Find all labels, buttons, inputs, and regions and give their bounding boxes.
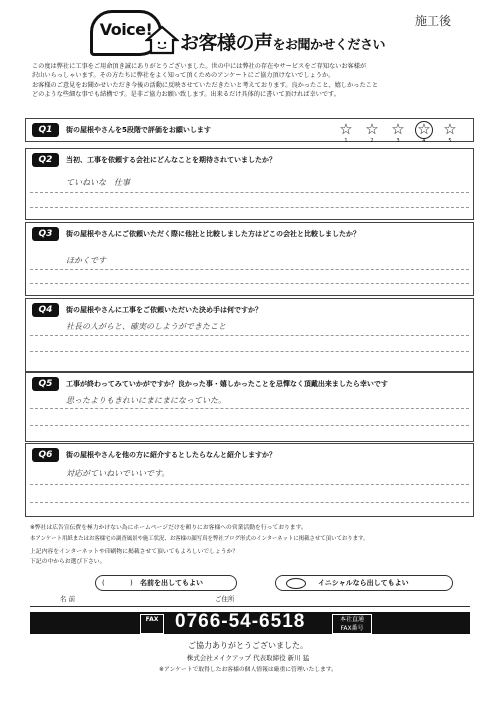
answer-text: 社長の人がらと、確実のしようができたこと xyxy=(66,322,226,331)
star-icon-selected[interactable]: ☆ 4 xyxy=(415,121,433,137)
page-title: お客様の声をお聞かせください xyxy=(180,32,386,54)
fax-label: 本社直通 FAX番号 xyxy=(332,614,372,634)
star-icon[interactable]: ☆ 1 xyxy=(339,120,353,144)
option-paren-right: ) xyxy=(130,579,133,587)
question-number: Q5 xyxy=(32,377,59,391)
handwritten-stamp: 施工後 xyxy=(415,14,452,28)
question-6-box xyxy=(25,443,474,517)
option-label: 名前を出してもよい xyxy=(140,579,203,587)
fax-icon: FAX xyxy=(140,614,164,634)
intro-text: この度は弊社に工事をご用命頂き誠にありがとうございました。世の中には弊社の存在やサービスをご存知ないお客様が 沢山いらっしゃいます。その方たちに弊社をよく知って頂くためのアンケートにご協力頂けないでしょうか。 お客様のご意見をお聞かせいただき今後の活動に反映させていただきたいと考えております。良かったこと、嬉しかったこと どのような些細な事でも結構です。是非ご協力お願い致します。出来るだけ具体的に書いて頂ければ幸いです。 xyxy=(32,63,379,99)
address-field-label: ご住所 xyxy=(215,595,235,603)
answer-text: ていねいな 仕事 xyxy=(66,178,130,187)
question-3-box xyxy=(25,222,474,296)
question-text: 当初、工事を依頼する会社にどんなことを期待されていましたか？ xyxy=(66,155,276,164)
name-field-label: 名 前 xyxy=(60,595,76,603)
question-text: 街の屋根やさんに工事をご依頼いただいた決め手は何ですか？ xyxy=(66,305,262,314)
fax-number[interactable]: 0766-54-6518 xyxy=(175,611,306,632)
option-label: イニシャルなら出してもよい xyxy=(318,579,409,587)
customer-fields xyxy=(30,592,470,607)
option-paren-left: ( xyxy=(102,579,105,587)
thanks-text: ご協力ありがとうございました。 xyxy=(188,641,308,650)
option-name-ok[interactable] xyxy=(95,575,237,591)
question-1-box xyxy=(25,118,474,142)
question-text: 工事が終わってみていかがですか？良かった事・嬉しかったことを忌憚なく頂戴出来ましたら幸いです xyxy=(66,379,388,388)
question-number: Q1 xyxy=(32,123,59,137)
star-icon[interactable]: ☆ 2 xyxy=(365,120,379,144)
option-initial-ok[interactable] xyxy=(275,575,453,591)
answer-text: 対応がていねいでいいです。 xyxy=(66,469,170,478)
question-5-box xyxy=(25,372,474,442)
star-icon[interactable]: ☆ 5 xyxy=(443,120,457,144)
question-number: Q3 xyxy=(32,227,59,241)
selected-circle xyxy=(286,578,306,589)
footnote-4: 下記の中からお選び下さい。 xyxy=(30,559,106,565)
voice-bubble: Voice! xyxy=(90,10,162,56)
rating-stars xyxy=(337,120,459,144)
footnote-1: ※弊社は広告宣伝費を極力かけない為にホームページだけを頼りにお客様への営業活動を行っております。 xyxy=(30,525,307,531)
footnote-3: 上記内容をインターネットや印刷物に掲載させて頂いてもよろしいでしょうか？ xyxy=(30,549,239,555)
question-text: 街の屋根やさんを5段階で評価をお願いします xyxy=(66,125,211,134)
question-text: 街の屋根やさんにご依頼いただく際に他社と比較しました方はどこの会社と比較しましたか？ xyxy=(66,229,360,238)
question-4-box xyxy=(25,298,474,372)
question-number: Q2 xyxy=(32,153,59,167)
privacy-text: ※アンケートで取得したお客様の個人情報は厳重に管理いたします。 xyxy=(159,667,337,673)
answer-text: ほかくです xyxy=(66,256,106,265)
question-number: Q4 xyxy=(32,303,59,317)
answer-text: 思ったよりもきれいにまにまになっていた。 xyxy=(66,396,226,405)
star-icon[interactable]: ☆ 3 xyxy=(391,120,405,144)
company-text: 株式会社メイクアップ 代表取締役 新川 猛 xyxy=(186,654,310,662)
question-2-box xyxy=(25,148,474,220)
question-text: 街の屋根やさんを他の方に紹介するとしたらなんと紹介しますか？ xyxy=(66,450,276,459)
footnote-2: 本アンケート用紙またはお客様宅の調査風景や施工状況、お客様の顔写真を弊社ブログ形式のインターネットに掲載させて頂いております。 xyxy=(30,536,369,542)
question-number: Q6 xyxy=(32,448,59,462)
house-icon xyxy=(145,25,179,55)
